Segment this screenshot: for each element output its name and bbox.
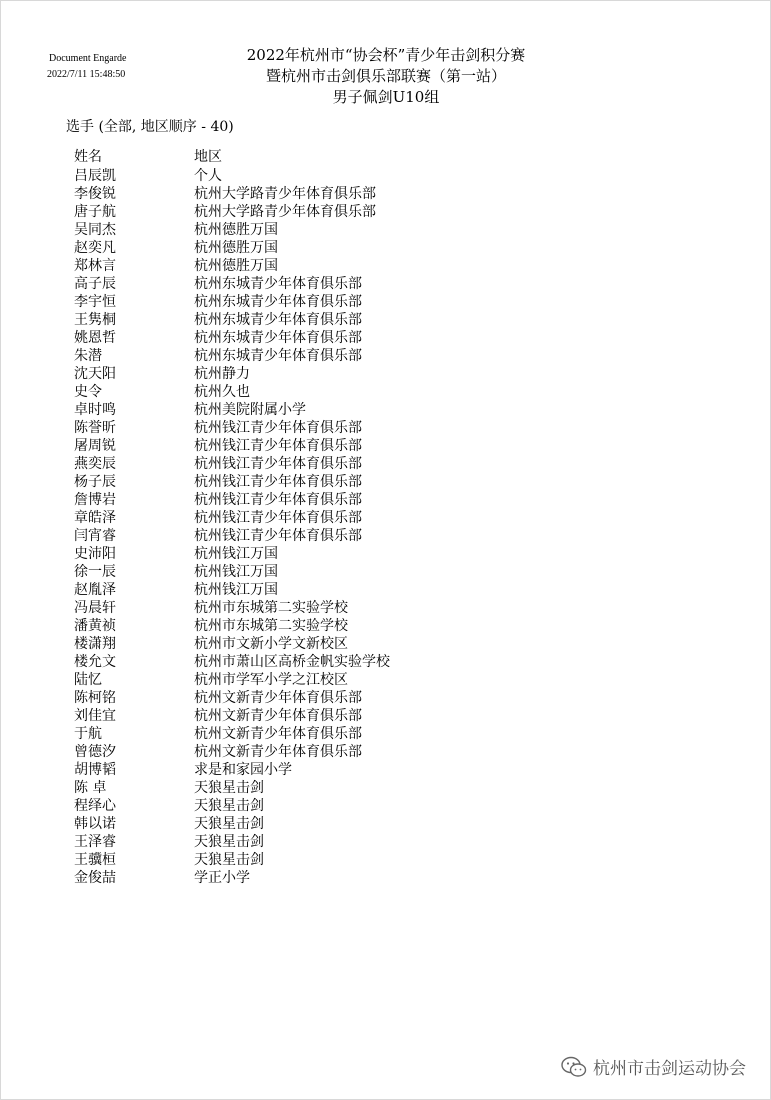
table-row [74,509,514,527]
fencer-name: 陆忆 [74,672,102,688]
fencer-region: 杭州钱江青少年体育俱乐部 [194,474,362,490]
table-row [74,581,514,599]
fencer-name: 楼潇翔 [74,636,116,652]
fencer-region: 杭州德胜万国 [194,240,278,256]
fencer-name: 詹博岩 [74,492,116,508]
fencer-name: 胡博韬 [74,762,116,778]
fencer-name: 徐一辰 [74,564,116,580]
fencer-name: 李俊锐 [74,186,116,202]
fencer-region: 学正小学 [194,870,250,886]
fencer-name: 吕辰凯 [74,168,116,184]
fencer-name: 郑林言 [74,258,116,274]
table-row [74,671,514,689]
table-row [74,833,514,851]
table-row [74,689,514,707]
fencer-region: 杭州德胜万国 [194,222,278,238]
fencer-name: 曾德汐 [74,744,116,760]
fencer-name: 王骥桓 [74,852,116,868]
fencer-region: 杭州钱江青少年体育俱乐部 [194,438,362,454]
table-row [74,185,514,203]
fencer-region: 杭州钱江青少年体育俱乐部 [194,492,362,508]
fencer-region: 杭州市文新小学文新校区 [194,636,348,652]
fencer-name: 冯晨轩 [74,600,116,616]
table-row [74,239,514,257]
fencer-region: 杭州静力 [194,366,250,382]
table-row [74,491,514,509]
fencer-name: 程绎心 [74,798,116,814]
app-name: Document Engarde [49,53,127,64]
fencer-name: 楼允文 [74,654,116,670]
document-meta [47,51,126,83]
fencer-region: 天狼星击剑 [194,834,264,850]
fencer-name: 金俊喆 [74,870,116,886]
column-header-region: 地区 [194,149,222,165]
table-row [74,527,514,545]
fencer-table [74,147,514,887]
fencer-name: 燕奕辰 [74,456,116,472]
fencer-region: 天狼星击剑 [194,852,264,868]
table-row [74,743,514,761]
fencer-region: 个人 [194,168,222,184]
fencer-name: 卓时鸣 [74,402,116,418]
table-row [74,275,514,293]
table-row [74,203,514,221]
fencer-region: 杭州东城青少年体育俱乐部 [194,312,362,328]
fencer-name: 姚恩哲 [74,330,116,346]
fencer-name: 陈誉昕 [74,420,116,436]
fencer-name: 史沛阳 [74,546,116,562]
table-row [74,599,514,617]
fencer-region: 杭州钱江青少年体育俱乐部 [194,528,362,544]
title-line-2: 暨杭州市击剑俱乐部联赛（第一站） [265,67,506,85]
title-line-3: 男子佩剑U10组 [332,88,440,106]
table-row [74,455,514,473]
fencer-region: 杭州美院附属小学 [194,402,306,418]
table-row [74,329,514,347]
table-row [74,545,514,563]
fencer-region: 杭州钱江万国 [194,546,278,562]
fencer-name: 王隽桐 [74,312,116,328]
fencer-region: 杭州文新青少年体育俱乐部 [194,726,362,742]
fencer-region: 杭州钱江青少年体育俱乐部 [194,420,362,436]
table-row [74,725,514,743]
column-header-name: 姓名 [74,149,102,165]
fencer-name: 沈天阳 [74,366,116,382]
table-row [74,365,514,383]
fencer-region: 杭州东城青少年体育俱乐部 [194,348,362,364]
fencer-region: 杭州大学路青少年体育俱乐部 [194,186,376,202]
fencer-region: 杭州钱江青少年体育俱乐部 [194,510,362,526]
fencer-name: 陈 卓 [74,780,107,796]
table-row [74,347,514,365]
fencer-name: 潘黄祯 [74,618,116,634]
table-row [74,779,514,797]
fencer-region: 求是和家园小学 [194,762,292,778]
fencer-name: 唐子航 [74,204,116,220]
fencer-name: 于航 [74,726,102,742]
list-subtitle: 选手 (全部, 地区顺序 - 40) [66,119,234,135]
fencer-region: 杭州文新青少年体育俱乐部 [194,708,362,724]
fencer-region: 杭州东城青少年体育俱乐部 [194,276,362,292]
fencer-name: 吴同杰 [74,222,116,238]
fencer-region: 杭州东城青少年体育俱乐部 [194,294,362,310]
table-row [74,563,514,581]
table-row [74,311,514,329]
fencer-region: 天狼星击剑 [194,798,264,814]
table-header [74,147,514,167]
fencer-region: 杭州市学军小学之江校区 [194,672,348,688]
table-row [74,293,514,311]
fencer-name: 史令 [74,384,102,400]
fencer-name: 闫宵睿 [74,528,116,544]
fencer-name: 赵奕凡 [74,240,116,256]
fencer-region: 杭州市东城第二实验学校 [194,600,348,616]
table-row [74,653,514,671]
fencer-name: 韩以诺 [74,816,116,832]
fencer-region: 杭州德胜万国 [194,258,278,274]
fencer-region: 杭州大学路青少年体育俱乐部 [194,204,376,220]
fencer-name: 王泽睿 [74,834,116,850]
table-row [74,635,514,653]
print-datetime: 2022/7/11 15:48:50 [47,69,126,80]
fencer-name: 陈柯铭 [74,690,116,706]
table-row [74,221,514,239]
page-title [186,45,586,108]
fencer-name: 李宇恒 [74,294,116,310]
title-line-1: 2022年杭州市“协会杯”青少年击剑积分赛 [246,46,526,64]
table-row [74,707,514,725]
table-row [74,815,514,833]
fencer-name: 刘佳宜 [74,708,116,724]
table-row [74,761,514,779]
wechat-icon [561,1056,587,1078]
table-row [74,797,514,815]
watermark [561,1054,746,1079]
table-row [74,617,514,635]
table-row [74,473,514,491]
fencer-region: 杭州久也 [194,384,250,400]
fencer-region: 天狼星击剑 [194,816,264,832]
table-row [74,851,514,869]
watermark-text: 杭州市击剑运动协会 [593,1059,746,1079]
fencer-region: 杭州市东城第二实验学校 [194,618,348,634]
fencer-name: 高子辰 [74,276,116,292]
fencer-name: 杨子辰 [74,474,116,490]
table-row [74,257,514,275]
table-row [74,383,514,401]
fencer-region: 杭州市萧山区高桥金帆实验学校 [194,654,390,670]
table-row [74,869,514,887]
fencer-name: 赵胤泽 [74,582,116,598]
fencer-region: 杭州钱江万国 [194,564,278,580]
fencer-region: 杭州钱江万国 [194,582,278,598]
fencer-name: 朱潜 [74,348,102,364]
table-row [74,401,514,419]
fencer-region: 杭州文新青少年体育俱乐部 [194,744,362,760]
fencer-name: 屠周锐 [74,438,116,454]
table-row [74,419,514,437]
fencer-region: 杭州东城青少年体育俱乐部 [194,330,362,346]
fencer-region: 杭州文新青少年体育俱乐部 [194,690,362,706]
table-row [74,167,514,185]
fencer-region: 天狼星击剑 [194,780,264,796]
table-row [74,437,514,455]
fencer-region: 杭州钱江青少年体育俱乐部 [194,456,362,472]
fencer-name: 章皓泽 [74,510,116,526]
